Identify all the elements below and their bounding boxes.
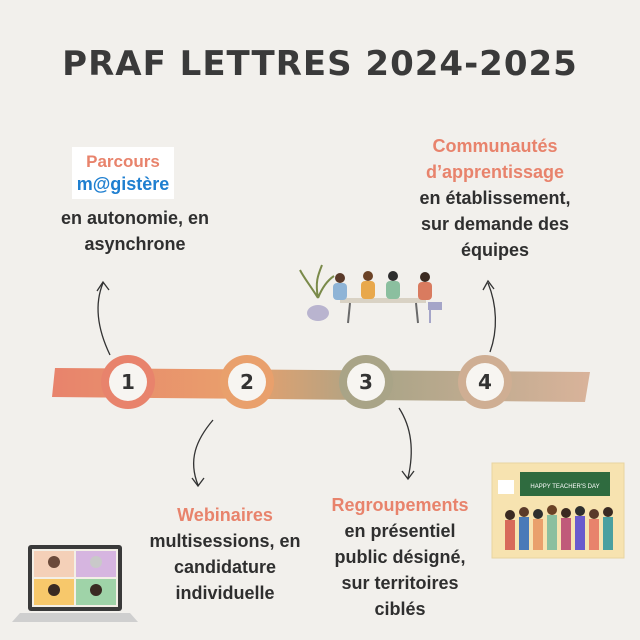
step-4-heading-2: d’apprentissage [425, 162, 565, 182]
magistere-logo-box [72, 147, 174, 199]
step-number-4: 4 [478, 370, 492, 394]
arrow-down-2 [192, 420, 213, 486]
step-3-block: Regroupements en présentiel public désigné, sur territoires ciblés [300, 492, 500, 622]
arrow-up-4 [483, 281, 495, 352]
arrow-up-1 [97, 282, 110, 355]
svg-text:HAPPY TEACHER'S DAY: HAPPY TEACHER'S DAY [530, 484, 600, 490]
teachers-day-illustration [492, 463, 624, 558]
step-4-heading-1: Communautés [432, 136, 558, 156]
step-1-heading: Parcours [86, 152, 160, 171]
page-title: PRAF LETTRES 2024-2025 [62, 44, 578, 84]
meeting-illustration [300, 265, 442, 323]
laptop-illustration [12, 545, 138, 622]
step-4-block: Communautés d’apprentissage en établissement, sur demande des équipes [395, 133, 595, 263]
arrow-down-3 [399, 408, 414, 479]
step-number-3: 3 [359, 370, 373, 394]
step-2-block: Webinaires multisessions, en candidature individuelle [140, 502, 310, 606]
step-number-2: 2 [240, 370, 254, 394]
magistere-brand: m@gistère [76, 174, 170, 194]
step-number-1: 1 [121, 370, 135, 394]
step-1-description: en autonomie, en asynchrone [60, 208, 210, 254]
step-2-heading: Webinaires [177, 505, 273, 525]
step-3-heading: Regroupements [331, 495, 469, 515]
